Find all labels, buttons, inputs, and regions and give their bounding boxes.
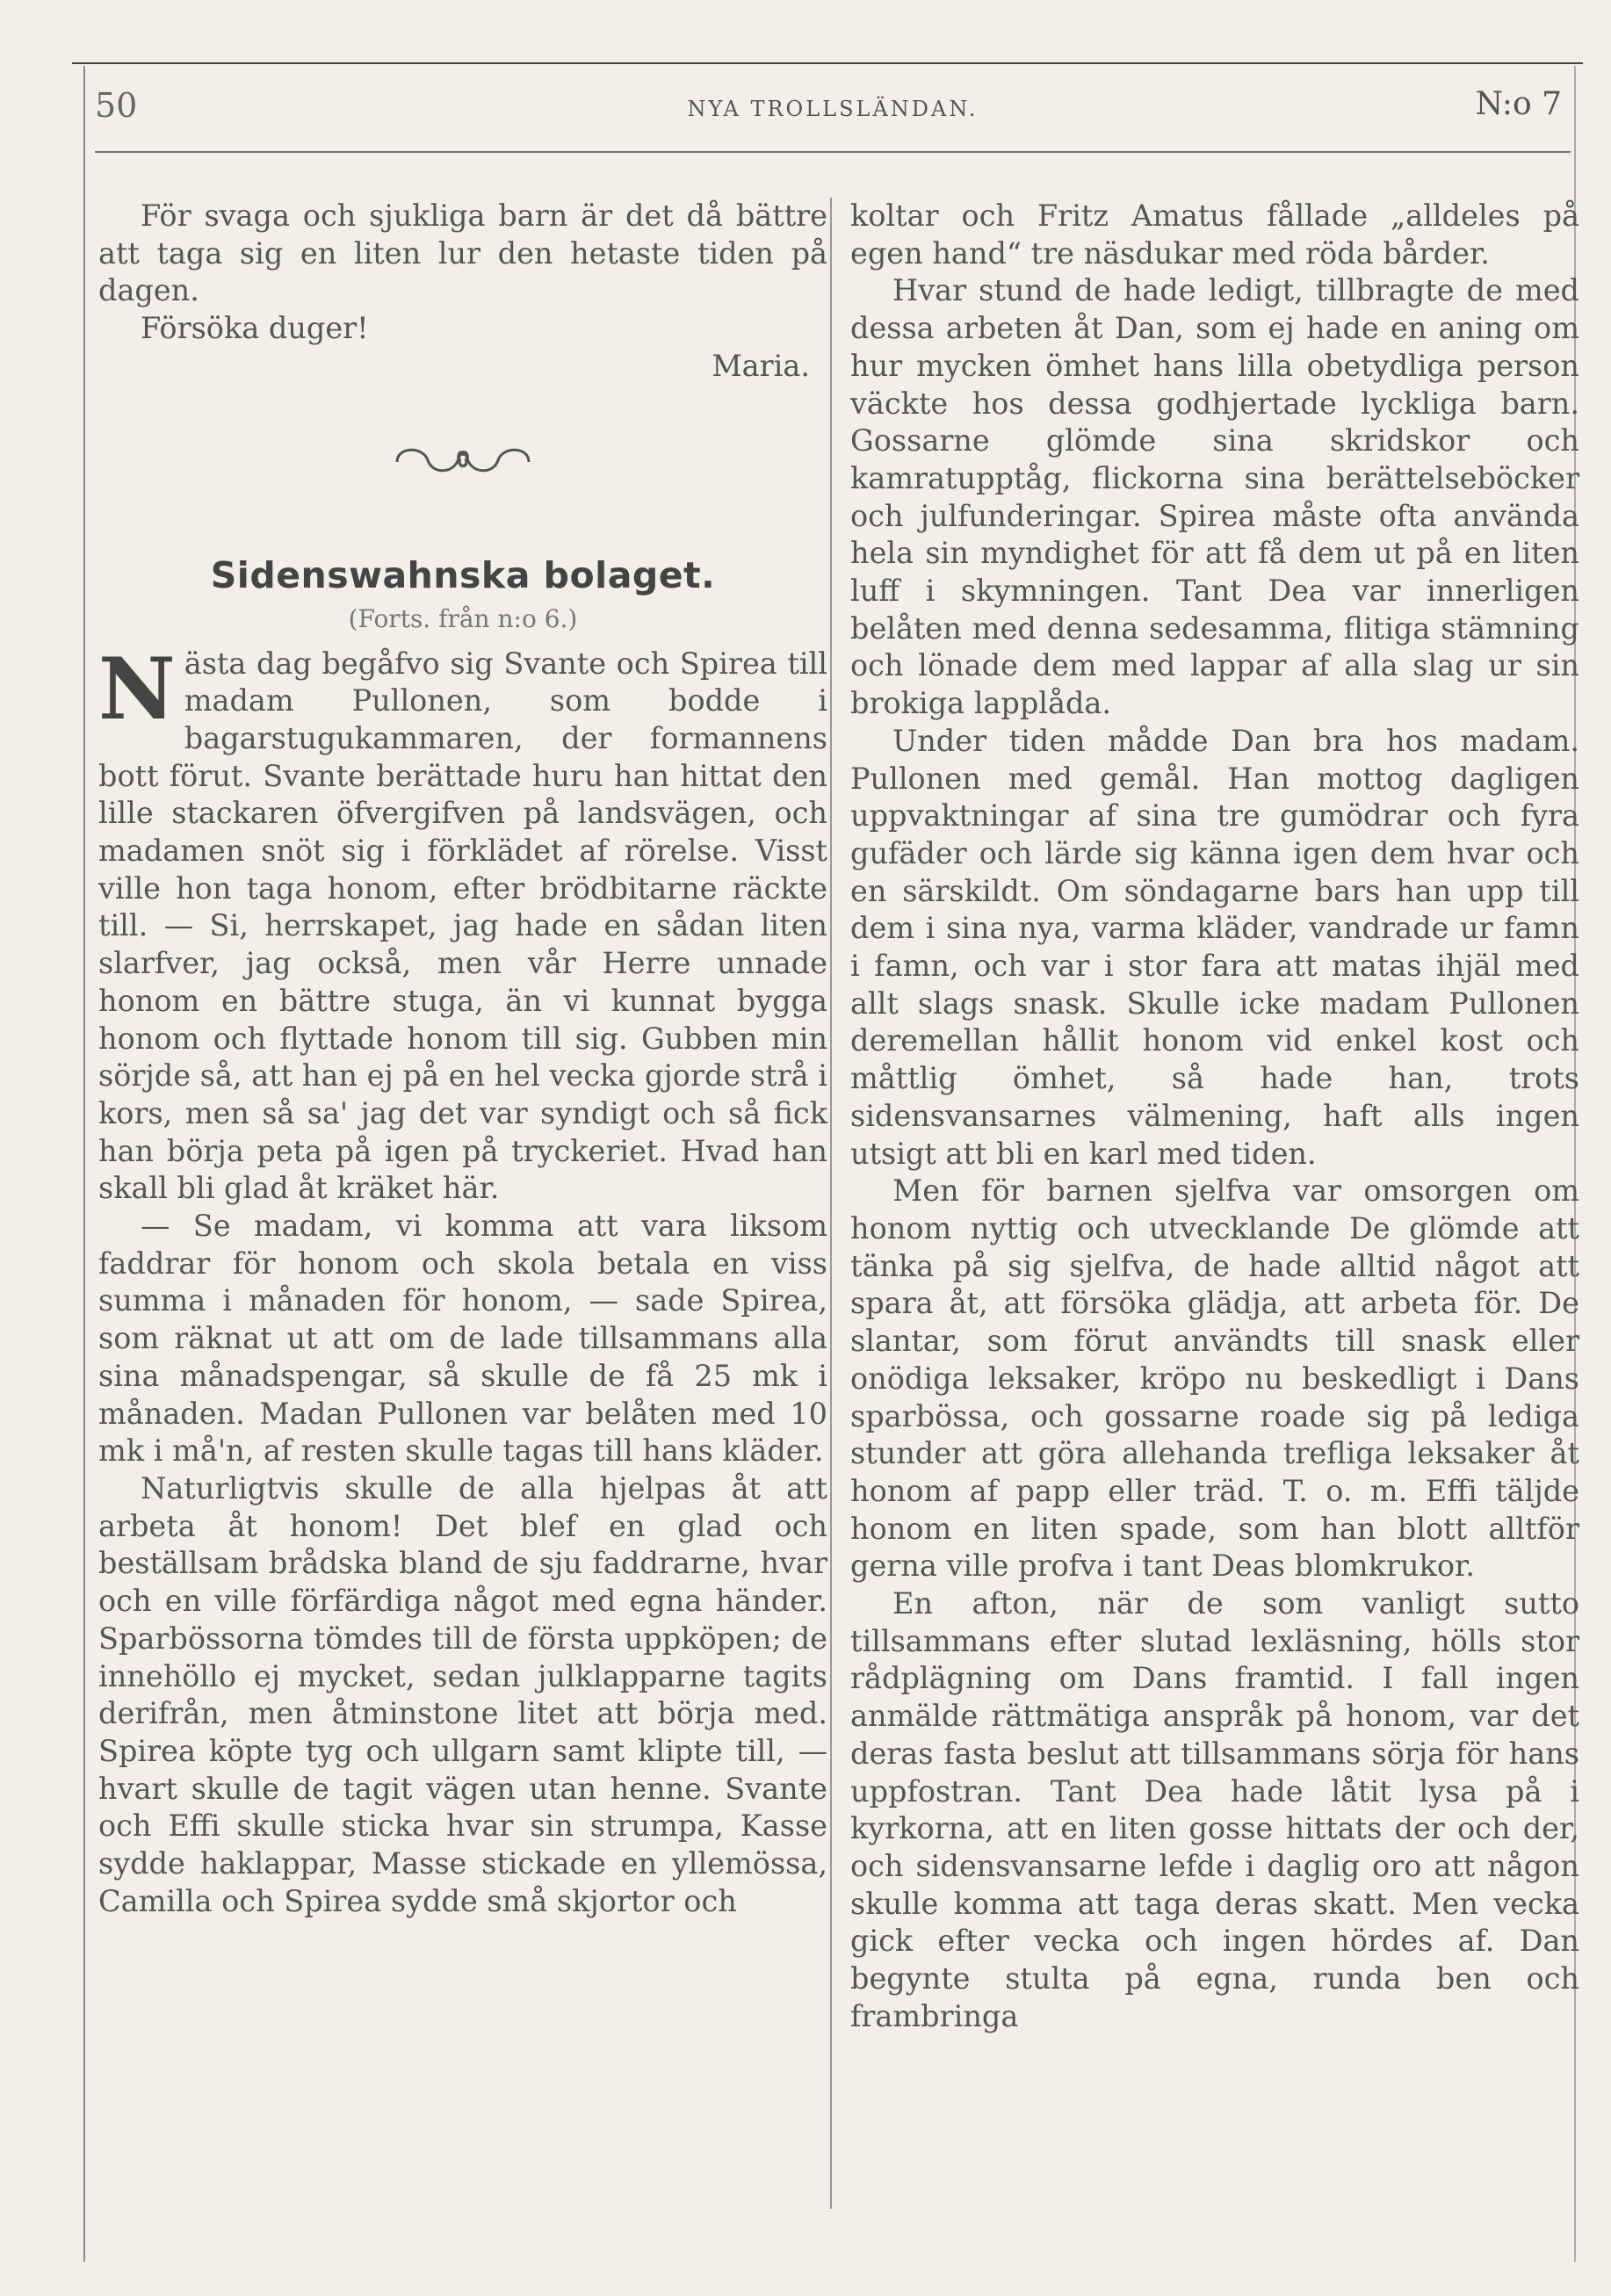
right-paragraph-5: En afton, när de som vanligt sutto tillsammans efter slutad lexläsning, hölls stor rådplägning om Dans framtid. I fall ingen anmälde rättmätiga anspråk på honom, var det deras fasta beslut att tillsammans sörja för hans uppfostran. Tant Dea hade låtit lysa på i kyrkorna, att en liten gosse hittats der och der, och sidensvansarne lefde i daglig oro att någon skulle komma att taga deras skatt. Men vecka gick efter vecka och ingen hördes af. Dan begynte stulta på egna, runda ben och frambringa	[850, 1586, 1579, 2033]
intro-paragraph: För svaga och sjukliga barn är det då bättre att taga sig en liten lur den hetaste tiden på dagen.	[98, 199, 827, 308]
article-paragraph-2: — Se madam, vi komma att vara liksom faddrar för honom och skola betala en viss summa i månaden för honom, — sade Spirea, som räknat ut att om de lade tillsammans alla sina månadspengar, så skulle de få 25 mk i månaden. Madan Pullonen var belåten med 10 mk i må'n, af resten skulle tagas till hans kläder.	[98, 1209, 827, 1469]
article-subheading: (Forts. från n:o 6.)	[348, 603, 578, 633]
article-heading: Sidenswahnska bolaget.	[210, 553, 716, 596]
right-paragraph-1: koltar och Fritz Amatus fållade „alldeles på egen hand“ tre näsdukar med röda bårder.	[850, 199, 1579, 271]
column-divider	[830, 198, 832, 2209]
page-left-edge	[83, 66, 85, 2262]
header-rule	[95, 151, 1571, 153]
left-column	[98, 198, 827, 1920]
issue-number: N:o 7	[1475, 86, 1562, 122]
right-column	[850, 198, 1579, 2035]
right-paragraph-2: Hvar stund de hade ledigt, tillbragte de med dessa arbeten åt Dan, som ej hade en aning om hur mycken ömhet hans lilla obetydliga person väckte hos dessa godhjertade lyckliga barn. Gossarne glömde sina skridskor och kamratupptåg, flickorna sina berättelseböcker och julfunderingar. Spirea måste ofta använda hela sin myndighet för att få dem ut på en liten luff i skymningen. Tant Dea var innerligen belåten med denna sedesamma, flitiga stämning och lönade dem med lappar af alla slag ur sin brokiga lapplåda.	[850, 273, 1579, 721]
try-line: Försöka duger!	[141, 311, 369, 346]
article-paragraph-3: Naturligtvis skulle de alla hjelpas åt att arbeta åt honom! Det blef en glad och beställsam brådska bland de sju faddrarne, hvar och en ville förfärdiga något med egna händer. Sparbössorna tömdes till de första uppköpen; de innehöllo ej mycket, sedan julklapparne tagits derifrån, men åtminstone litet att börja med. Spirea köpte tyg och ullgarn samt klipte till, — hvart skulle de tagit vägen utan henne. Svante och Effi skulle sticka hvar sin strumpa, Kasse sydde haklappar, Masse stickade en yllemössa, Camilla och Spirea sydde små skjortor och	[98, 1470, 827, 1918]
article-paragraph-1-text: ästa dag begåfvo sig Svante och Spirea till madam Pullonen, som bodde i bagarstugukammaren, der formannens bott förut. Svante berättade huru han hittat den lille stackaren öfvergifven på landsvägen, och madamen snöt sig i förklädet af rörelse. Visst ville hon taga honom, efter brödbitarne räckte till. — Si, herrskapet, jag hade en sådan liten slarfver, jag också, men vår Herre unnade honom en bättre stuga, än vi kunnat bygga honom och flyttade honom till sig. Gubben min sörjde så, att han ej på en hel vecka gjorde strå i kors, men så sa' jag det var syndigt och så fick han börja peta på igen på tryckeriet. Hvad han skall bli glad åt kräket här.	[98, 646, 827, 1206]
signature: Maria.	[712, 348, 810, 383]
page-top-rule	[72, 62, 1583, 64]
right-paragraph-3: Under tiden mådde Dan bra hos madam. Pullonen med gemål. Han mottog dagligen uppvaktningar af sina tre gumödrar och fyra gufäder och lärde sig känna igen dem hvar och en särskildt. Om söndagarne bars han upp till dem i sina nya, varma kläder, vandrade ur famn i famn, och var i stor fara att matas ihjäl med allt slags snask. Skulle icke madam Pullonen deremellan hållit honom vid enkel kost och måttlig ömhet, så hade han, trots sidensvansarnes välmening, haft alls ingen utsigt att bli en karl med tiden.	[850, 723, 1579, 1171]
flourish-ornament-icon	[98, 421, 827, 500]
right-paragraph-4: Men för barnen sjelfva var omsorgen om honom nyttig och utvecklande De glömde att tänka på sig sjelfva, de hade alltid något att spara åt, att försöka glädja, att arbeta för. De slantar, som förut användts till snask eller onödiga leksaker, kröpo nu beskedligt i Dans sparbössa, och gossarne roade sig på lediga stunder att göra allehanda trefliga leksaker åt honom af papp eller träd. T. o. m. Effi täljde honom en liten spade, som han blott alltför gerna ville profva i tant Deas blomkrukor.	[850, 1173, 1579, 1584]
journal-title: NYA TROLLSLÄNDAN.	[687, 97, 979, 121]
drop-cap: N	[98, 639, 176, 739]
page-header	[95, 86, 1571, 139]
article-paragraph-1	[98, 639, 827, 1209]
page-number: 50	[95, 86, 138, 125]
